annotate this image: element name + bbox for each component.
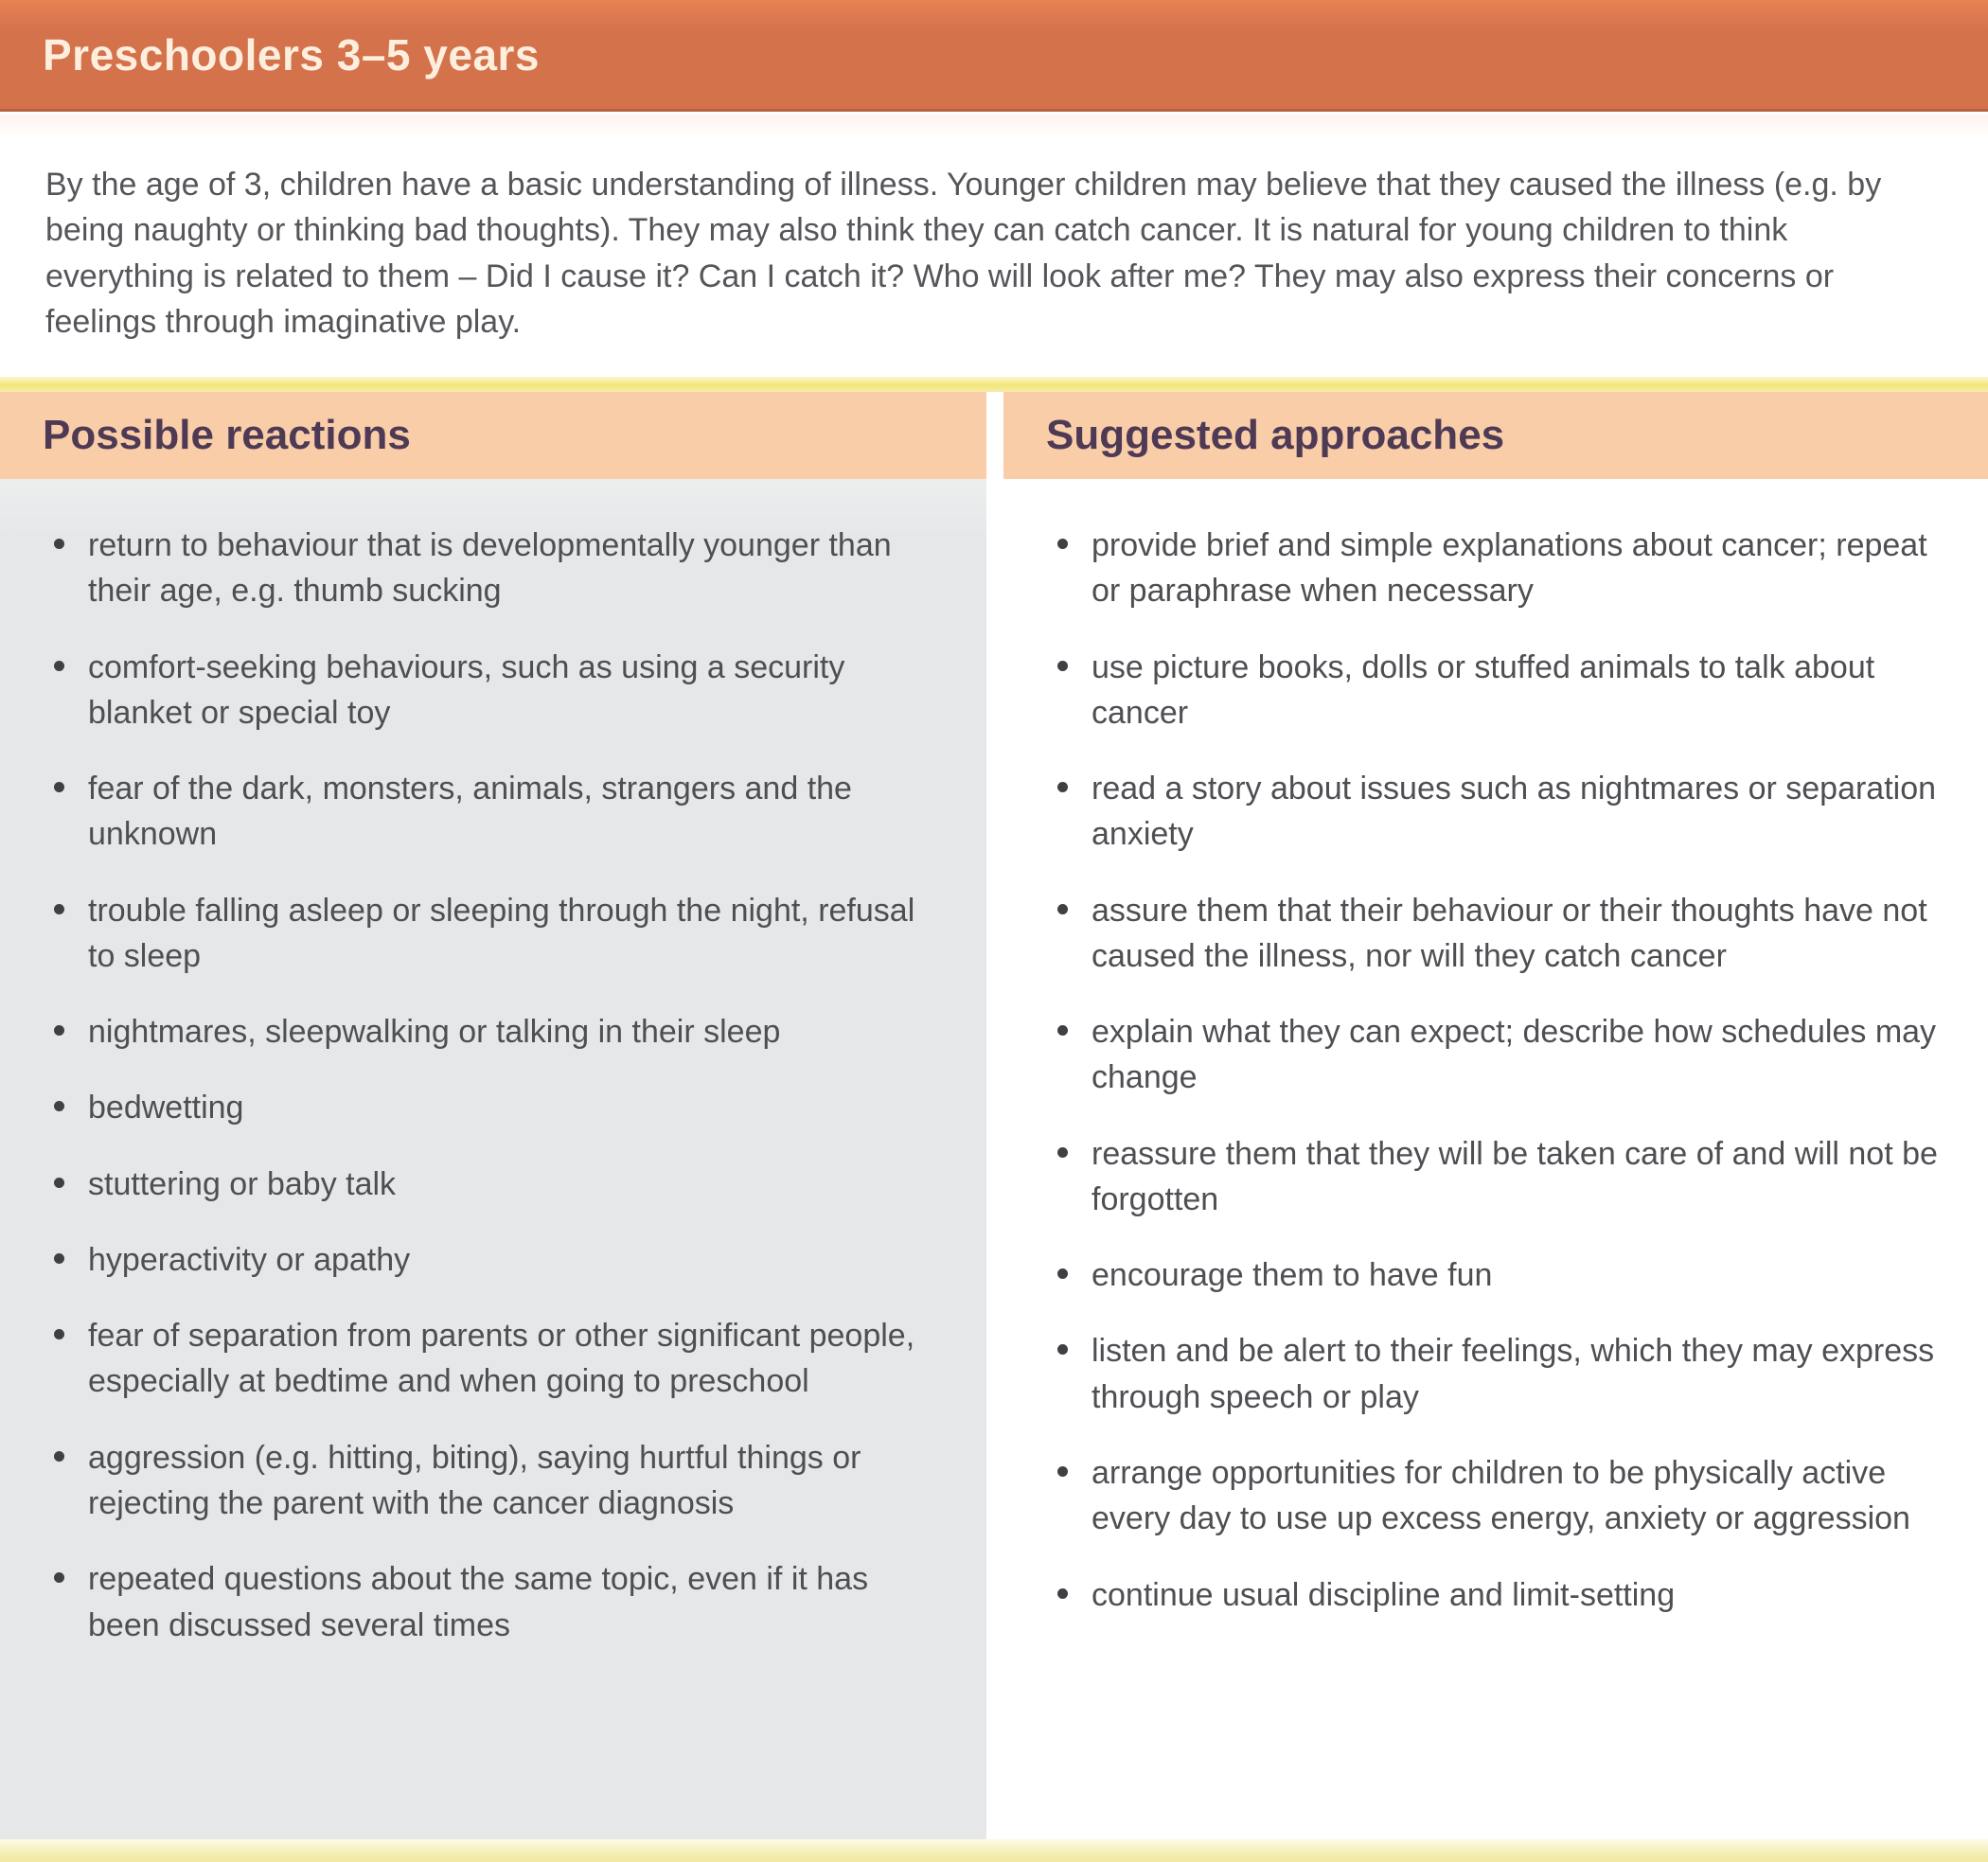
suggested-approaches-column bbox=[1003, 392, 1988, 1839]
approach-list-item: assure them that their behaviour or their thoughts have not caused the illness, nor will they catch cancer bbox=[1046, 888, 1948, 980]
reaction-list-item: bedwetting bbox=[43, 1085, 947, 1130]
reaction-list-item: repeated questions about the same topic, even if it has been discussed several times bbox=[43, 1556, 947, 1648]
reaction-list-item: comfort-seeking behaviours, such as using a security blanket or special toy bbox=[43, 645, 947, 736]
section-title-bar bbox=[0, 0, 1988, 112]
two-column-table bbox=[0, 392, 1988, 1839]
approach-list-item: listen and be alert to their feelings, which they may express through speech or play bbox=[1046, 1328, 1948, 1420]
reaction-list-item: aggression (e.g. hitting, biting), saying hurtful things or rejecting the parent with the cancer diagnosis bbox=[43, 1435, 947, 1527]
page-title: Preschoolers 3–5 years bbox=[43, 29, 541, 80]
approach-list-item: continue usual discipline and limit-setting bbox=[1046, 1572, 1948, 1618]
possible-reactions-list bbox=[43, 523, 947, 1648]
reaction-list-item: return to behaviour that is developmentally younger than their age, e.g. thumb sucking bbox=[43, 523, 947, 614]
yellow-divider-bottom bbox=[0, 1839, 1988, 1862]
approach-list-item: provide brief and simple explanations about cancer; repeat or paraphrase when necessary bbox=[1046, 523, 1948, 614]
reaction-list-item: fear of the dark, monsters, animals, strangers and the unknown bbox=[43, 766, 947, 858]
reaction-list-item: stuttering or baby talk bbox=[43, 1162, 947, 1207]
reaction-list-item: fear of separation from parents or other significant people, especially at bedtime and when going to preschool bbox=[43, 1313, 947, 1405]
reaction-list-item: hyperactivity or apathy bbox=[43, 1237, 947, 1283]
approach-list-item: reassure them that they will be taken care of and will not be forgotten bbox=[1046, 1131, 1948, 1223]
possible-reactions-heading: Possible reactions bbox=[43, 412, 411, 458]
approach-list-item: use picture books, dolls or stuffed animals to talk about cancer bbox=[1046, 645, 1948, 736]
approach-list-item: read a story about issues such as nightmares or separation anxiety bbox=[1046, 766, 1948, 858]
possible-reactions-column bbox=[0, 392, 986, 1839]
approach-list-item: arrange opportunities for children to be physically active every day to use up excess energy, anxiety or aggression bbox=[1046, 1450, 1948, 1542]
approach-list-item: encourage them to have fun bbox=[1046, 1252, 1948, 1298]
possible-reactions-header bbox=[0, 392, 986, 479]
suggested-approaches-list bbox=[1046, 523, 1948, 1618]
suggested-approaches-heading: Suggested approaches bbox=[1046, 412, 1505, 458]
yellow-divider-top bbox=[0, 377, 1988, 392]
reaction-list-item: nightmares, sleepwalking or talking in their sleep bbox=[43, 1009, 947, 1055]
intro-paragraph: By the age of 3, children have a basic understanding of illness. Younger children may believe that they caused the illness (e.g. by being naughty or thinking bad thoughts). They may also think they can catch cancer. It is natural for young children to think everything is related to them – Did I cause it? Can I catch it? Who will look after me? They may also express their concerns or feelings through imaginative play. bbox=[45, 167, 1882, 340]
possible-reactions-body bbox=[0, 479, 986, 1839]
reaction-list-item: trouble falling asleep or sleeping through the night, refusal to sleep bbox=[43, 888, 947, 980]
suggested-approaches-body bbox=[1003, 479, 1988, 1839]
approach-list-item: explain what they can expect; describe how schedules may change bbox=[1046, 1009, 1948, 1101]
intro-section bbox=[0, 115, 1988, 377]
suggested-approaches-header bbox=[1003, 392, 1988, 479]
column-divider bbox=[986, 392, 1003, 1839]
